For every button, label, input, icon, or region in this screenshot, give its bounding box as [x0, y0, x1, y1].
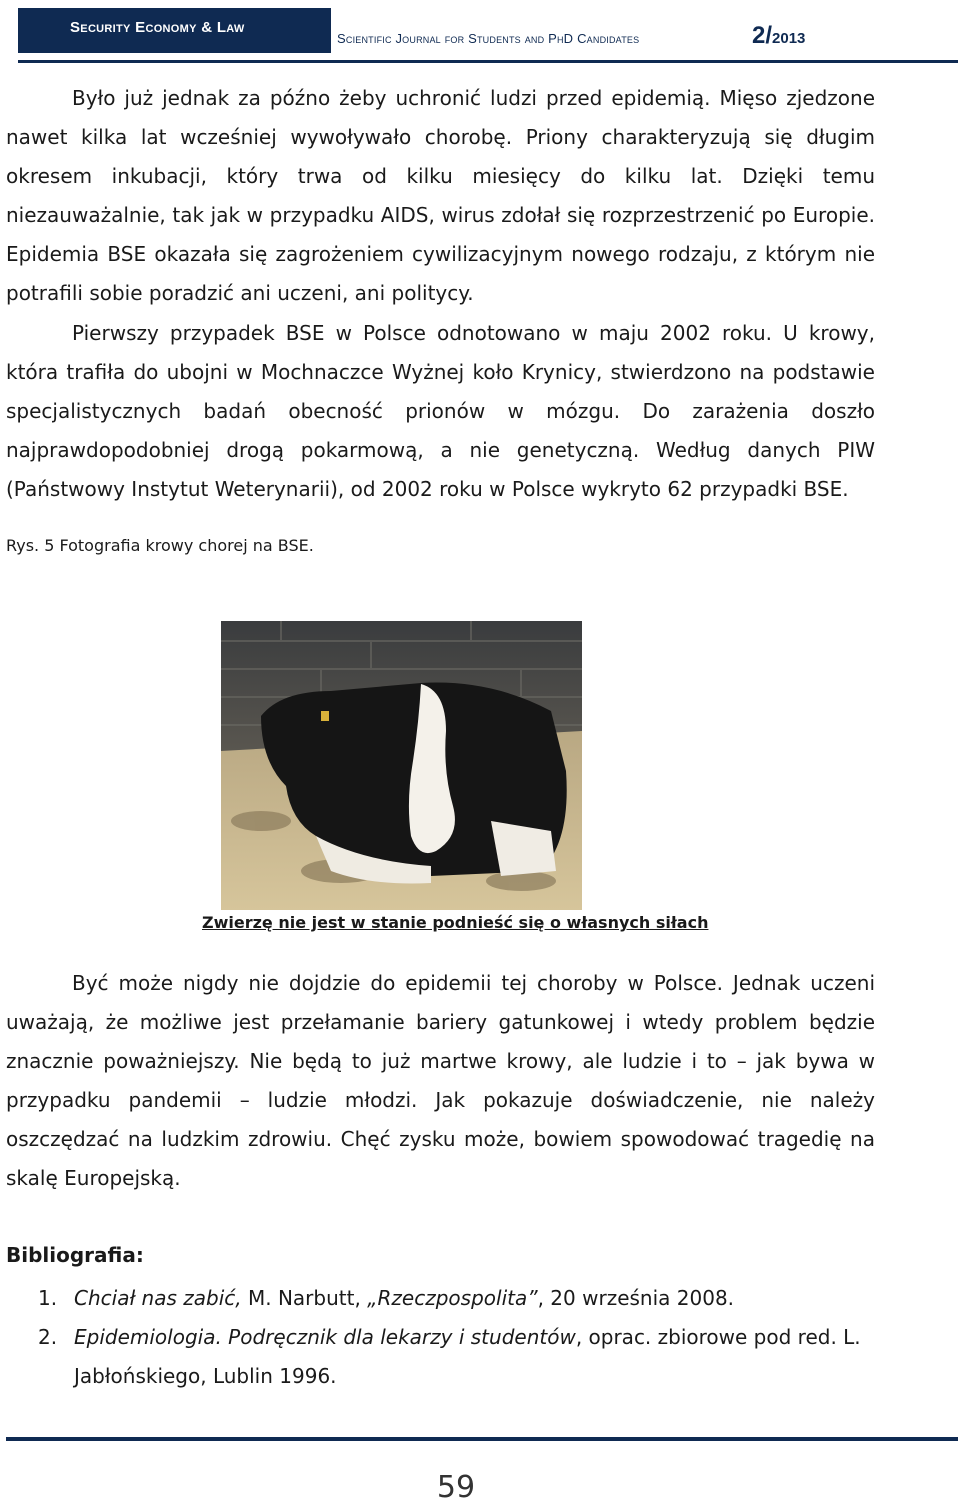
figure-caption: Rys. 5 Fotografia krowy chorej na BSE. [6, 536, 314, 555]
paragraph-1: Było już jednak za późno żeby uchronić ludzi przed epidemią. Mięso zjedzone nawet kilka lat wcześniej wywoływało chorobę. Priony charakteryzują się długim okresem inkubacji, który trwa od kilku miesięcy do kilku lat. Dzięki temu niezauważalnie, tak jak w przypadku AIDS, wirus zdołał się rozprzestrzenić po Europie. Epidemia BSE okazała się zagrożeniem cywilizacyjnym nowego rodzaju, z którym nie potrafili sobie poradzić ani uczeni, ani politycy. [6, 86, 875, 305]
item-number: 1. [38, 1286, 58, 1310]
bibliography-heading: Bibliografia: [6, 1243, 144, 1267]
photo-caption: Zwierzę nie jest w stanie podnieść się o własnych siłach [202, 913, 709, 932]
page-number: 59 [436, 1470, 476, 1505]
journal-title: Scientific Journal for Students and PhD Candidates [337, 31, 640, 46]
paragraph-3: Być może nigdy nie dojdzie do epidemii tej choroby w Polsce. Jednak uczeni uważają, że możliwe jest przełamanie bariery gatunkowej i wtedy problem będzie znacznie poważniejszy. Nie będą to już martwe krowy, ale ludzie i to – jak bywa w przypadku pandemii – ludzie młodzi. Jak pokazuje doświadczenie, nie należy oszczędzać na ludzkim zdrowiu. Chęć zysku może, bowiem spowodować tragedię na skalę Europejską. [6, 971, 875, 1190]
footer-divider [6, 1437, 958, 1441]
header-divider [18, 60, 958, 63]
logo-text: Security Economy & Law [70, 19, 245, 36]
item-number: 2. [38, 1325, 58, 1349]
page-header [0, 0, 960, 66]
journal-logo [18, 8, 331, 53]
issue-number: 2/2013 [752, 22, 806, 49]
item-text: Chciał nas zabić, M. Narbutt, „Rzeczpospolita”, 20 września 2008. [74, 1286, 735, 1310]
paragraph-2: Pierwszy przypadek BSE w Polsce odnotowano w maju 2002 roku. U krowy, która trafiła do ubojni w Mochnaczce Wyżnej koło Krynicy, stwierdzono na podstawie specjalistycznych badań obecność prionów w mózgu. Do zarażenia doszło najprawdopodobniej drogą pokarmową, a nie genetyczną. Według danych PIW (Państwowy Instytut Weterynarii), od 2002 roku w Polsce wykryto 62 przypadki BSE. [6, 321, 875, 501]
cow-photo [221, 621, 582, 910]
item-text: Epidemiologia. Podręcznik dla lekarzy i studentów, oprac. zbiorowe pod red. L. Jabłońskiego, Lublin 1996. [74, 1325, 861, 1388]
